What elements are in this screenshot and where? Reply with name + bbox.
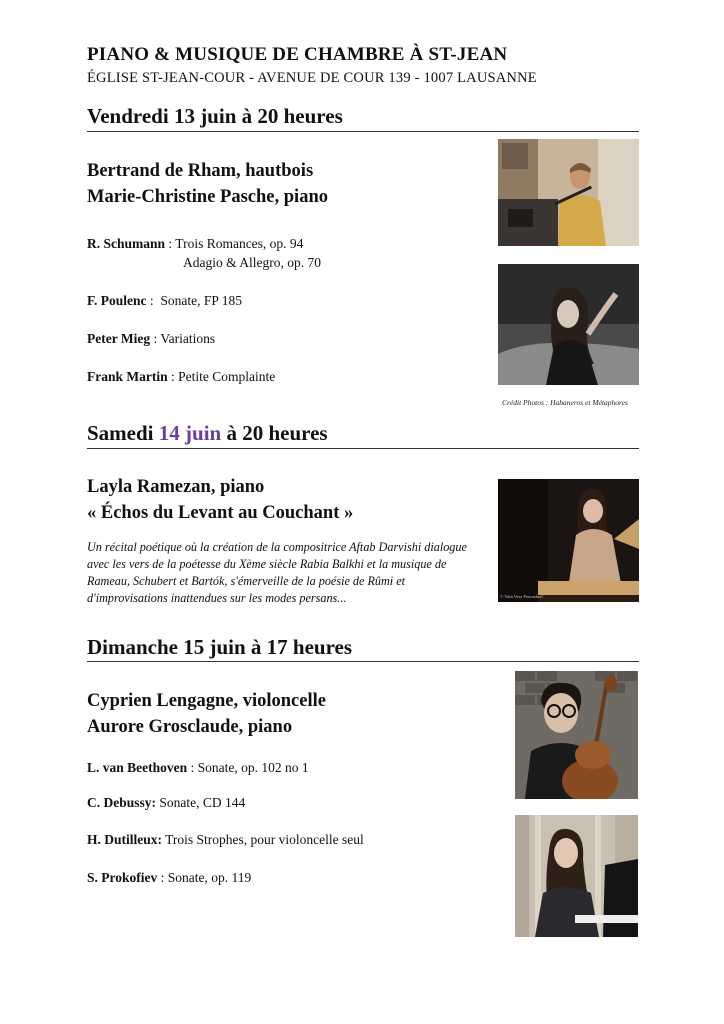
- separator: :: [165, 236, 176, 251]
- concert1-performer-2: Marie-Christine Pasche, piano: [87, 187, 328, 207]
- description-line: avec les vers de la poétesse du Xème siècle Rabia Balkhi et la musique de: [87, 557, 447, 571]
- date-text: Samedi: [87, 421, 159, 445]
- photo-cellist: [515, 671, 638, 799]
- page-title: PIANO & MUSIQUE DE CHAMBRE À ST-JEAN: [87, 44, 508, 65]
- work: Petite Complainte: [178, 369, 276, 384]
- composer: C. Debussy:: [87, 795, 157, 810]
- divider: [87, 661, 639, 662]
- separator: :: [167, 369, 179, 384]
- work: Adagio & Allegro, op. 70: [183, 255, 321, 270]
- description-line: Rameau, Schubert et Bartók, s'émerveille de la poésie de Rûmi et: [87, 574, 406, 588]
- separator: :: [146, 293, 161, 308]
- concert2-program-title: « Échos du Levant au Couchant »: [87, 503, 354, 523]
- concert2-performer: Layla Ramezan, piano: [87, 477, 265, 497]
- program-item: [87, 830, 364, 849]
- photo-pianist-woman: [498, 264, 639, 385]
- program-item: [87, 329, 215, 348]
- photo-credit: © Vafa Vesa Pourashraf: [500, 594, 543, 599]
- photo-layla-piano: [498, 479, 639, 602]
- composer: Frank Martin: [87, 369, 168, 384]
- concert2-description: [87, 539, 482, 607]
- date-highlight: 14 juin: [158, 421, 222, 445]
- work: Sonate, CD 144: [159, 795, 246, 810]
- composer: R. Schumann: [87, 236, 166, 251]
- concert2-date: [87, 421, 328, 446]
- photo-credit: Crédit Photos : Habaneros et Métaphores: [502, 398, 628, 407]
- program-item: [183, 253, 321, 272]
- work: Variations: [160, 331, 216, 346]
- divider: [87, 448, 639, 449]
- composer: H. Dutilleux:: [87, 832, 163, 847]
- description-line: Un récital poétique où la création de la compositrice Aftab Darvishi dialogue: [87, 540, 467, 554]
- composer: Peter Mieg: [87, 331, 151, 346]
- program-item: [87, 367, 275, 386]
- program-item: [87, 793, 245, 812]
- date-text: à 20 heures: [221, 421, 328, 445]
- photo-oboist: [498, 139, 639, 246]
- separator: :: [187, 760, 198, 775]
- concert1-date: Vendredi 13 juin à 20 heures: [87, 104, 343, 128]
- program-item: [87, 234, 303, 253]
- divider: [87, 131, 639, 132]
- program-item: [87, 868, 251, 887]
- venue-address: ÉGLISE ST-JEAN-COUR - AVENUE DE COUR 139 - 1007 LAUSANNE: [87, 70, 537, 86]
- work: Trois Romances, op. 94: [175, 236, 304, 251]
- work: Sonate, op. 102 no 1: [197, 760, 309, 775]
- concert3-date: Dimanche 15 juin à 17 heures: [87, 635, 353, 659]
- work: Sonate, op. 119: [167, 870, 252, 885]
- composer: F. Poulenc: [87, 293, 147, 308]
- concert3-performer-1: Cyprien Lengagne, violoncelle: [87, 691, 326, 711]
- photo-pianist-aurore: [515, 815, 638, 937]
- concert1-performer-1: Bertrand de Rham, hautbois: [87, 161, 314, 181]
- work: Trois Strophes, pour violoncelle seul: [165, 832, 364, 847]
- description-line: d'improvisations inattendues sur les modes persans...: [87, 591, 347, 605]
- work: Sonate, FP 185: [160, 293, 243, 308]
- program-item: [87, 291, 242, 310]
- program-item: [87, 758, 309, 777]
- composer: L. van Beethoven: [87, 760, 188, 775]
- concert3-performer-2: Aurore Grosclaude, piano: [87, 717, 293, 737]
- composer: S. Prokofiev: [87, 870, 158, 885]
- separator: :: [150, 331, 161, 346]
- separator: :: [157, 870, 168, 885]
